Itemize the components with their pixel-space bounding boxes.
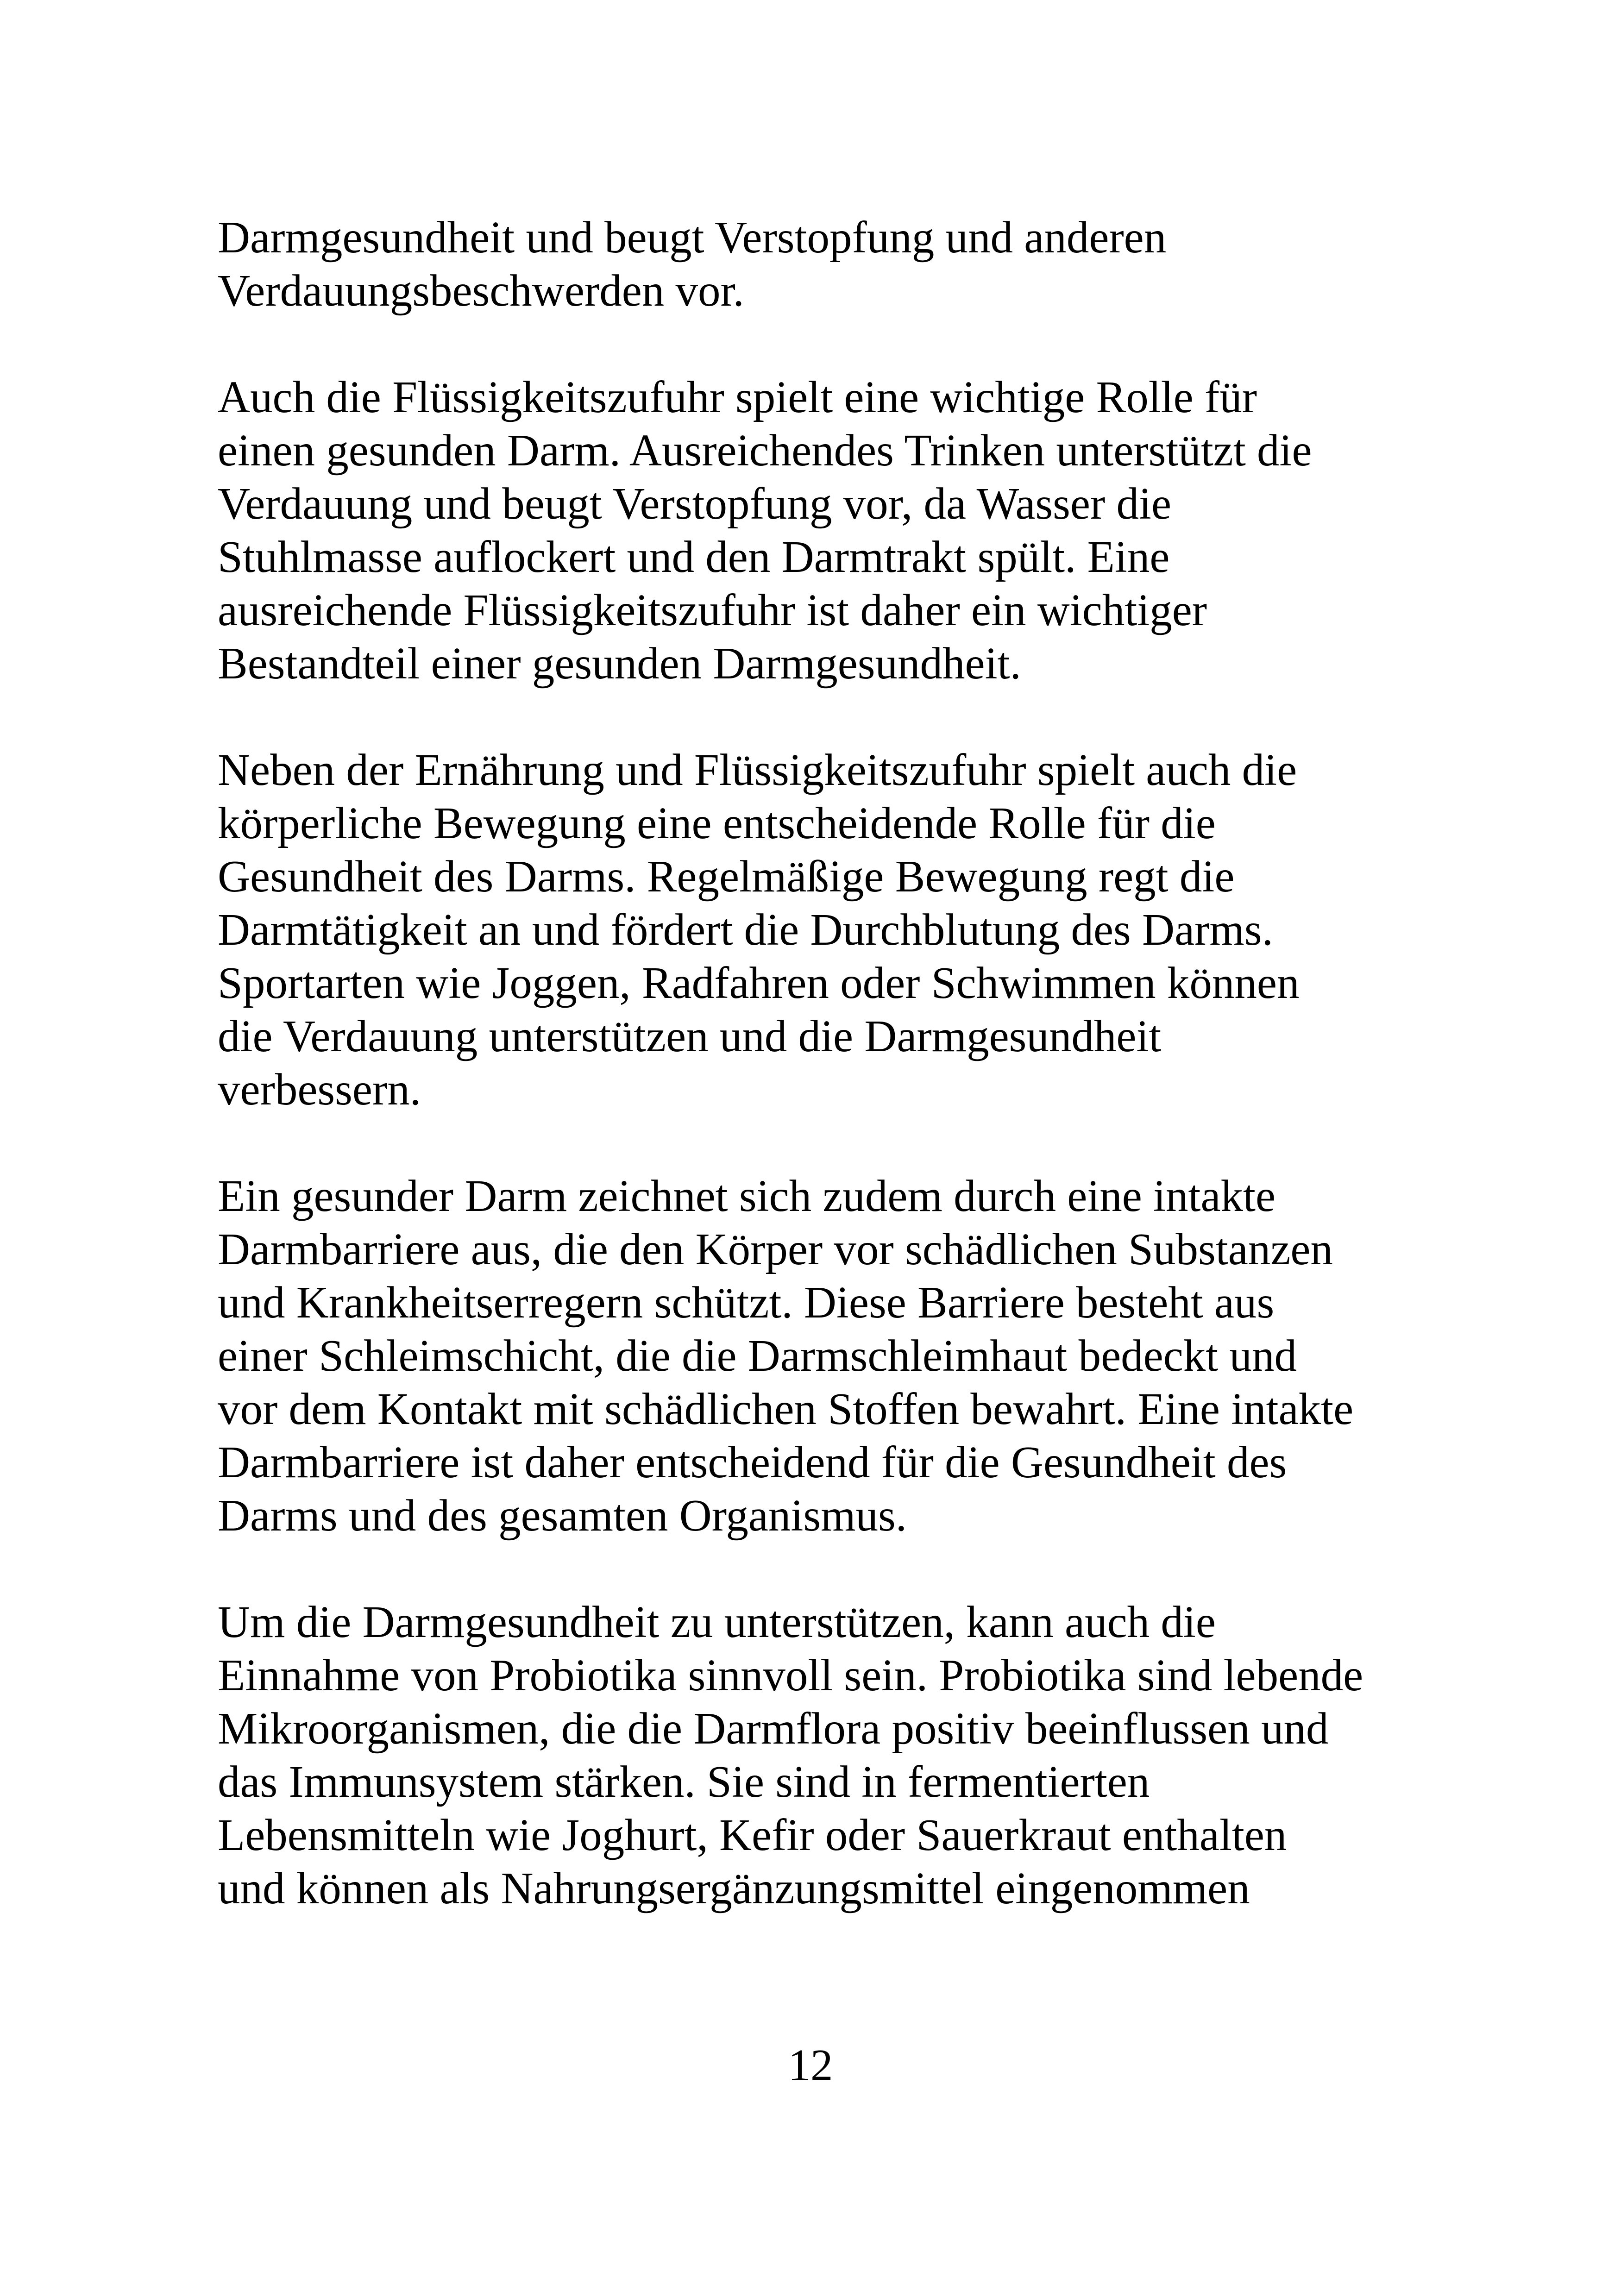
paragraph xyxy=(218,743,1431,1116)
text-line: Um die Darmgesundheit zu unterstützen, kann auch die xyxy=(218,1597,1216,1647)
text-line: Darmgesundheit und beugt Verstopfung und anderen xyxy=(218,213,1167,262)
text-line: Sportarten wie Joggen, Radfahren oder Schwimmen können xyxy=(218,958,1300,1008)
text-line: Bestandteil einer gesunden Darmgesundheit. xyxy=(218,639,1021,688)
text-line: Verdauung und beugt Verstopfung vor, da Wasser die xyxy=(218,479,1172,528)
text-line: Verdauungsbeschwerden vor. xyxy=(218,266,744,315)
text-line: Darmbarriere aus, die den Körper vor schädlichen Substanzen xyxy=(218,1224,1333,1274)
text-line: Auch die Flüssigkeitszufuhr spielt eine wichtige Rolle für xyxy=(218,372,1257,422)
page-number: 12 xyxy=(788,2040,833,2090)
paragraph xyxy=(218,370,1431,690)
text-line: einen gesunden Darm. Ausreichendes Trinken unterstützt die xyxy=(218,426,1312,475)
body-text xyxy=(218,211,1431,1968)
text-line: verbessern. xyxy=(218,1065,421,1114)
text-line: und können als Nahrungsergänzungsmittel eingenommen xyxy=(218,1863,1250,1913)
text-line: Stuhlmasse auflockert und den Darmtrakt spült. Eine xyxy=(218,532,1170,582)
text-line: ausreichende Flüssigkeitszufuhr ist daher ein wichtiger xyxy=(218,585,1207,635)
text-line: Lebensmitteln wie Joghurt, Kefir oder Sauerkraut enthalten xyxy=(218,1810,1287,1860)
paragraph xyxy=(218,1595,1431,1915)
text-line: vor dem Kontakt mit schädlichen Stoffen bewahrt. Eine intakte xyxy=(218,1384,1354,1434)
text-line: Ein gesunder Darm zeichnet sich zudem durch eine intakte xyxy=(218,1171,1275,1221)
text-line: das Immunsystem stärken. Sie sind in fermentierten xyxy=(218,1757,1150,1807)
text-line: körperliche Bewegung eine entscheidende Rolle für die xyxy=(218,798,1216,848)
text-line: Mikroorganismen, die die Darmflora positiv beeinflussen und xyxy=(218,1704,1329,1753)
text-line: Darms und des gesamten Organismus. xyxy=(218,1491,907,1540)
text-line: einer Schleimschicht, die die Darmschleimhaut bedeckt und xyxy=(218,1331,1297,1380)
text-line: Einnahme von Probiotika sinnvoll sein. Probiotika sind lebende xyxy=(218,1650,1363,1700)
text-line: und Krankheitserregern schützt. Diese Barriere besteht aus xyxy=(218,1278,1275,1327)
text-line: die Verdauung unterstützen und die Darmgesundheit xyxy=(218,1011,1162,1061)
text-line: Gesundheit des Darms. Regelmäßige Bewegung regt die xyxy=(218,852,1235,901)
paragraph xyxy=(218,211,1431,317)
text-line: Darmtätigkeit an und fördert die Durchblutung des Darms. xyxy=(218,905,1273,954)
paragraph xyxy=(218,1169,1431,1542)
text-line: Darmbarriere ist daher entscheidend für die Gesundheit des xyxy=(218,1437,1287,1487)
text-line: Neben der Ernährung und Flüssigkeitszufuhr spielt auch die xyxy=(218,745,1297,795)
